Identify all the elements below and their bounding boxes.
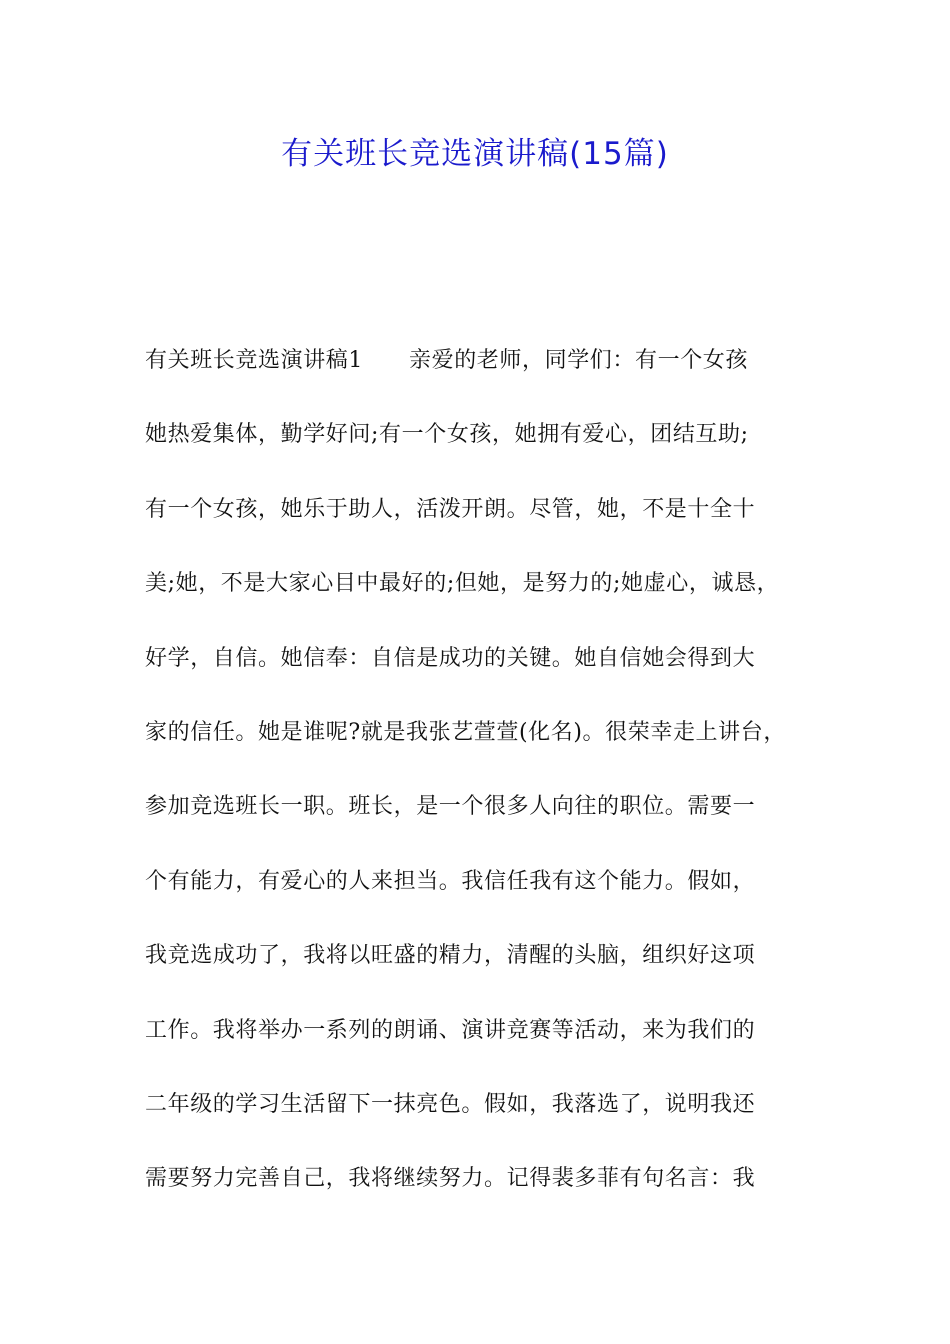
- section-heading: 有关班长竞选演讲稿1: [145, 348, 363, 373]
- paragraph-line: 需要努力完善自己，我将继续努力。记得裴多菲有句名言：我: [145, 1166, 756, 1192]
- paragraph-line: 二年级的学习生活留下一抹亮色。假如，我落选了，说明我还: [145, 1091, 756, 1117]
- document-body: [145, 339, 835, 1232]
- document-title: 有关班长竞选演讲稿(15篇): [281, 136, 669, 172]
- paragraph-line: 家的信任。她是谁呢?就是我张艺萱萱(化名)。很荣幸走上讲台，: [145, 719, 786, 745]
- paragraph-line: 工作。我将举办一系列的朗诵、演讲竞赛等活动，来为我们的: [145, 1017, 756, 1043]
- paragraph-line: 好学，自信。她信奉：自信是成功的关键。她自信她会得到大: [145, 645, 756, 671]
- paragraph-line: [145, 339, 835, 413]
- paragraph-line: 参加竞选班长一职。班长，是一个很多人向往的职位。需要一: [145, 794, 756, 820]
- paragraph-line: 美;她，不是大家心目中最好的;但她，是努力的;她虚心，诚恳，: [145, 571, 780, 597]
- paragraph-line: 个有能力，有爱心的人来担当。我信任我有这个能力。假如，: [145, 868, 756, 894]
- paragraph-line: 她热爱集体，勤学好问;有一个女孩，她拥有爱心，团结互助;: [145, 422, 749, 448]
- paragraph-text: 亲爱的老师，同学们：有一个女孩: [409, 348, 749, 373]
- paragraph-line: 有一个女孩，她乐于助人，活泼开朗。尽管，她，不是十全十: [145, 496, 756, 522]
- paragraph-line: 我竞选成功了，我将以旺盛的精力，清醒的头脑，组织好这项: [145, 943, 756, 969]
